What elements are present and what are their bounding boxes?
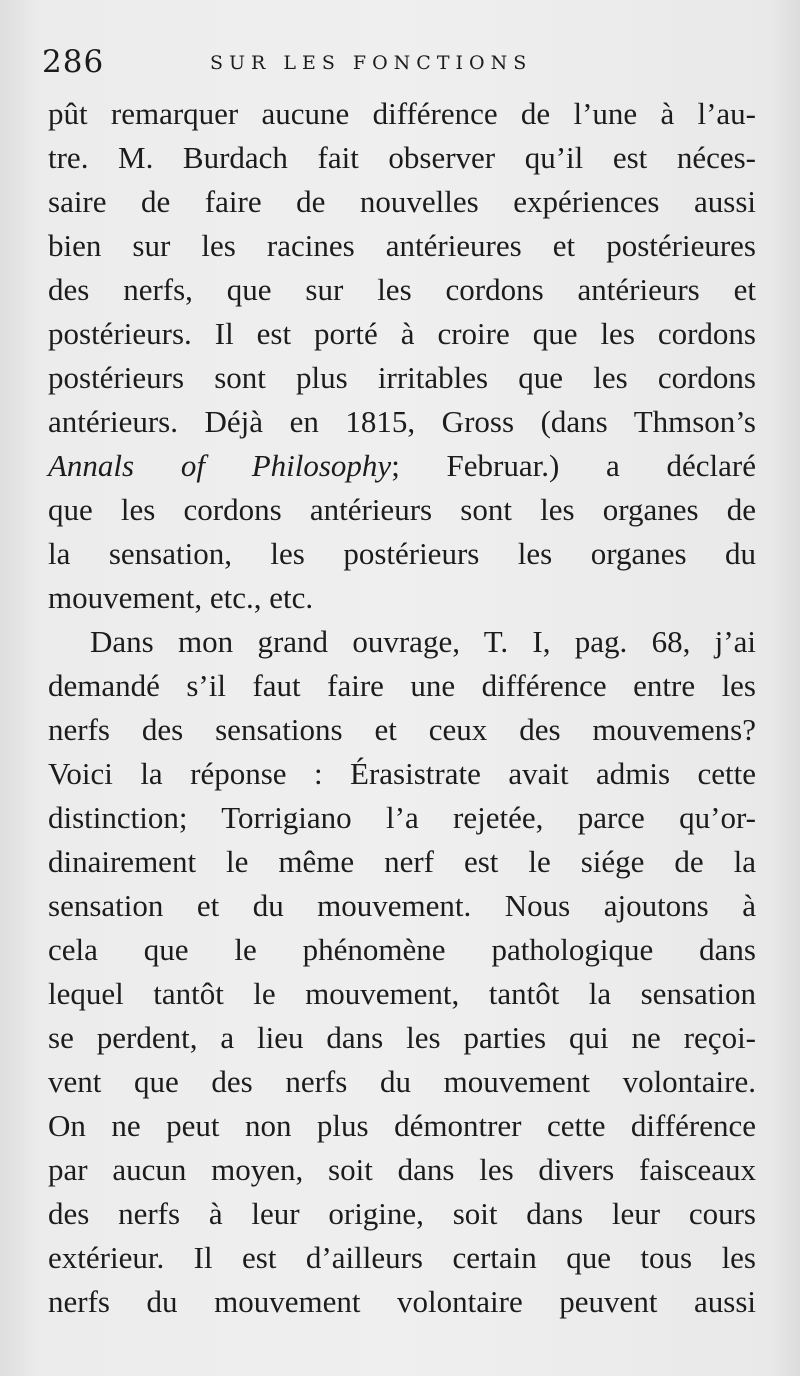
page-header bbox=[42, 44, 760, 84]
text-line: pût remarquer aucune différence de l’une à l’au- bbox=[48, 96, 756, 131]
text-line: par aucun moyen, soit dans les divers faisceaux bbox=[48, 1152, 756, 1187]
text-line: postérieurs. Il est porté à croire que les cordons bbox=[48, 316, 756, 351]
journal-title: Annals of Philosophy bbox=[48, 448, 392, 483]
text-line: saire de faire de nouvelles expériences aussi bbox=[48, 184, 756, 219]
text-line: distinction; Torrigiano l’a rejetée, parce qu’or- bbox=[48, 800, 756, 835]
text-line: des nerfs à leur origine, soit dans leur cours bbox=[48, 1196, 756, 1231]
text-line: lequel tantôt le mouvement, tantôt la sensation bbox=[48, 976, 756, 1011]
text-line: nerfs du mouvement volontaire peuvent aussi bbox=[48, 1284, 756, 1319]
text-line-rest: ; Februar.) a déclaré bbox=[391, 448, 756, 483]
text-line: sensation et du mouvement. Nous ajoutons à bbox=[48, 888, 756, 923]
text-line: que les cordons antérieurs sont les organes de bbox=[48, 492, 756, 527]
paragraph-end-line: mouvement, etc., etc. bbox=[48, 580, 314, 615]
body-text bbox=[48, 92, 756, 1324]
text-line: postérieurs sont plus irritables que les cordons bbox=[48, 360, 756, 395]
text-line: tre. M. Burdach fait observer qu’il est néces- bbox=[48, 140, 756, 175]
page-number: 286 bbox=[42, 44, 105, 80]
text-line: Voici la réponse : Érasistrate avait admis cette bbox=[48, 756, 756, 791]
text-line: des nerfs, que sur les cordons antérieurs et bbox=[48, 272, 756, 307]
paragraph-start-line: Dans mon grand ouvrage, T. I, pag. 68, j’ai bbox=[90, 624, 756, 659]
text-line bbox=[48, 444, 756, 488]
text-line: antérieurs. Déjà en 1815, Gross (dans Thmson’s bbox=[48, 404, 756, 439]
text-line: On ne peut non plus démontrer cette différence bbox=[48, 1108, 756, 1143]
text-line: dinairement le même nerf est le siége de la bbox=[48, 844, 756, 879]
text-line: nerfs des sensations et ceux des mouvemens? bbox=[48, 712, 756, 747]
text-line: la sensation, les postérieurs les organes du bbox=[48, 536, 756, 571]
text-line: se perdent, a lieu dans les parties qui ne reçoi- bbox=[48, 1020, 756, 1055]
text-line: demandé s’il faut faire une différence entre les bbox=[48, 668, 756, 703]
text-line: cela que le phénomène pathologique dans bbox=[48, 932, 756, 967]
text-line: extérieur. Il est d’ailleurs certain que tous les bbox=[48, 1240, 756, 1275]
text-line: bien sur les racines antérieures et postérieures bbox=[48, 228, 756, 263]
text-line: vent que des nerfs du mouvement volontaire. bbox=[48, 1064, 756, 1099]
running-head: SUR LES FONCTIONS bbox=[210, 52, 533, 74]
